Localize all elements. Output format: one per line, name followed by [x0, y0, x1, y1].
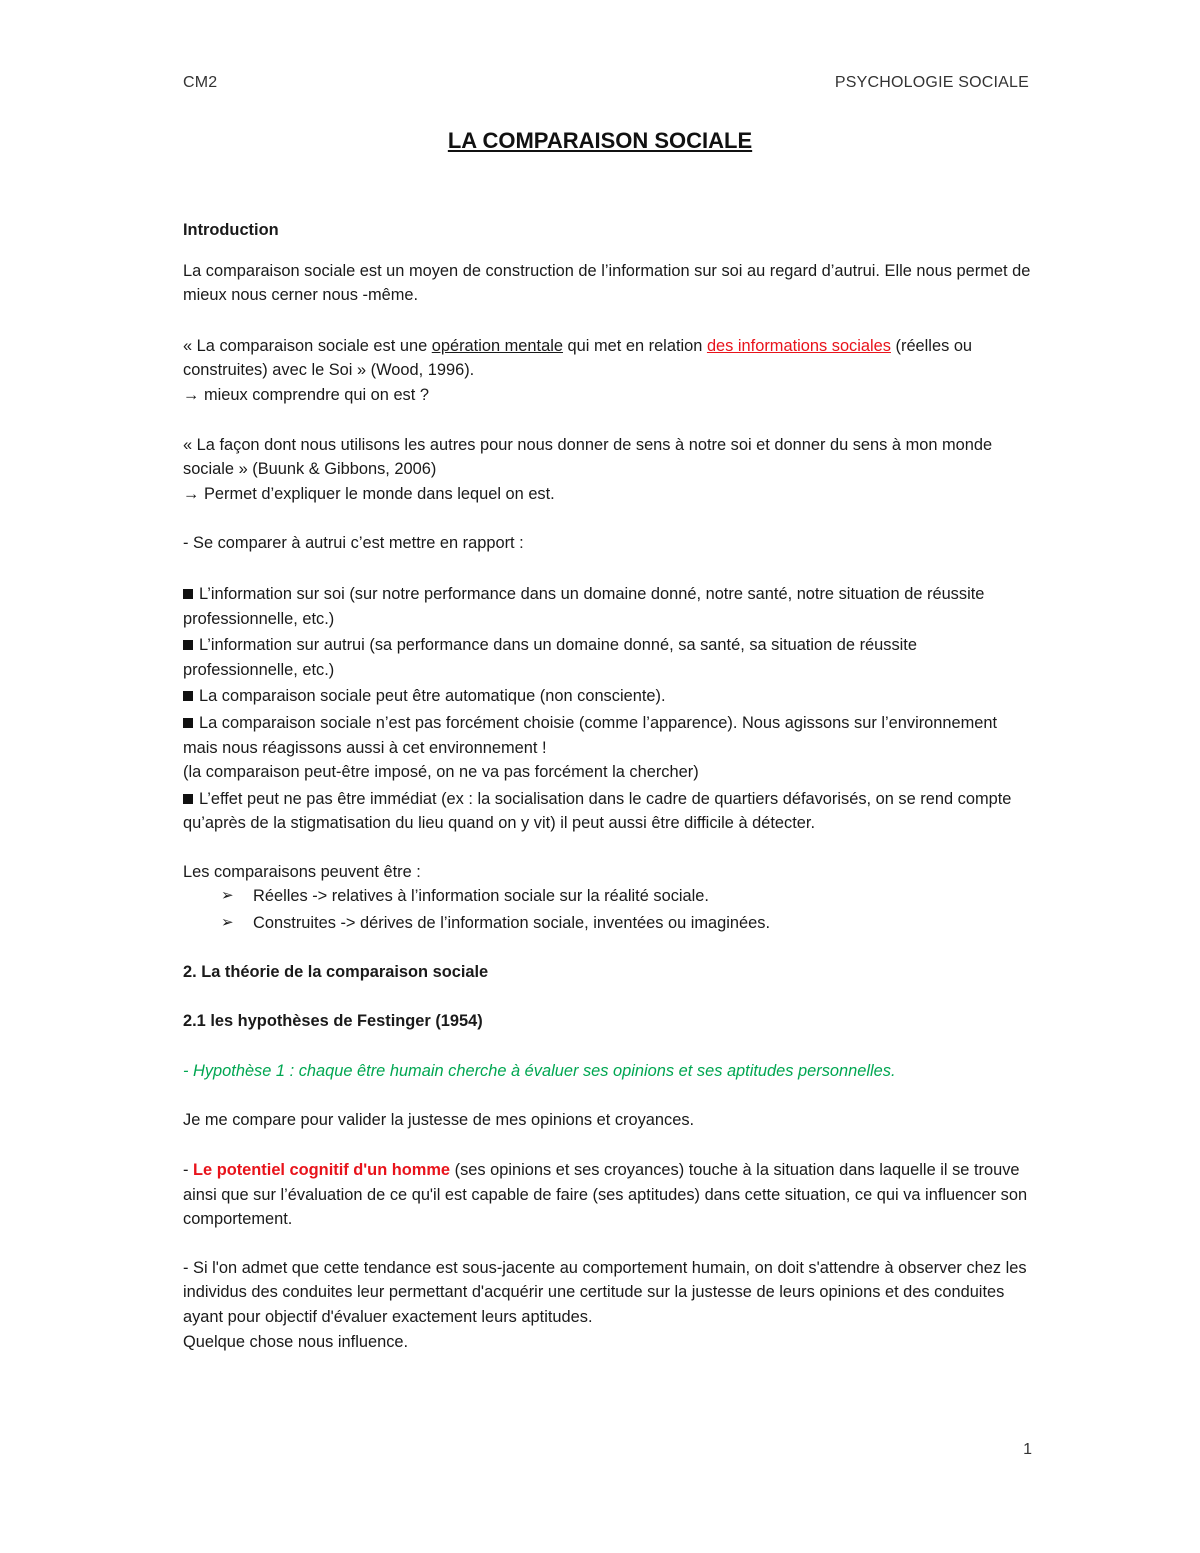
buunk-quote: « La façon dont nous utilisons les autres pour nous donner de sens à notre soi et donner du sens à mon monde sociale » (Buunk & Gibbons, 2006) [183, 435, 993, 479]
list-item: L’information sur autrui (sa performance dans un domaine donné, sa santé, sa situation de réussite professionnelle, etc.) [183, 636, 917, 679]
list-item: La comparaison sociale n’est pas forcément choisie (comme l’apparence). Nous agissons sur l’environnement mais nous réagissons aussi à cet environnement ! [183, 713, 998, 757]
list-item: L’effet peut ne pas être immédiat (ex : la socialisation dans le cadre de quartiers défavorisés, on se rend compte qu’après de la stigmatisation du lieu quand on y vit) il peut aussi être difficile à détecter. [183, 789, 1012, 833]
influence-note: Quelque chose nous influence. [183, 1332, 409, 1351]
square-bullet-icon [183, 718, 193, 728]
list-item: ➢ Réelles -> relatives à l’information sociale sur la réalité sociale. [183, 884, 1033, 909]
subsection-heading: 2.1 les hypothèses de Festinger (1954) [183, 1012, 483, 1031]
arrow-note-1: → mieux comprendre qui on est ? [183, 385, 429, 404]
list-item: La comparaison sociale peut être automatique (non consciente). [183, 684, 1033, 709]
header-course-code: CM2 [183, 74, 218, 91]
list-item: ➢ Construites -> dérives de l’information sociale, inventées ou imaginées. [183, 911, 1033, 936]
arrow-note-2: → Permet d’expliquer le monde dans lequel on est. [183, 484, 555, 503]
wood-quote: « La comparaison sociale est une opération mentale qui met en relation des informations sociales (réelles ou construites) avec le Soi » (Wood, 1996). [183, 336, 973, 380]
cognitive-potential-term: Le potentiel cognitif d'un homme [193, 1161, 451, 1180]
types-intro: Les comparaisons peuvent être : [183, 862, 421, 881]
cognitive-potential-paragraph: - Le potentiel cognitif d'un homme (ses opinions et ses croyances) touche à la situation dans laquelle il se trouve ainsi que sur l’évaluation de ce qu'il est capable de faire (ses aptitudes) dans cette situation, ce qui va influencer son comportement. [183, 1161, 1028, 1229]
square-bullet-icon [183, 691, 193, 701]
list-item-note: (la comparaison peut-être imposé, on ne va pas forcément la chercher) [183, 763, 699, 782]
tendency-paragraph: - Si l'on admet que cette tendance est sous-jacente au comportement humain, on doit s'attendre à observer chez les individus des conduites leur permettant d'acquérir une certitude sur la justesse de leurs opinions et des conduites ayant pour objectif d'évaluer exactement leurs aptitudes. [183, 1258, 1027, 1326]
compare-intro: - Se comparer à autrui c’est mettre en rapport : [183, 534, 524, 553]
list-item: L’information sur soi (sur notre performance dans un domaine donné, notre santé, notre situation de réussite professionnelle, etc.) [183, 584, 985, 628]
arrow-bullet-icon: ➢ [221, 887, 234, 905]
header-subject: PSYCHOLOGIE SOCIALE [834, 74, 1029, 91]
mental-operation-term: opération mentale [431, 336, 563, 355]
section-heading: 2. La théorie de la comparaison sociale [183, 962, 489, 981]
validation-paragraph: Je me compare pour valider la justesse de mes opinions et croyances. [183, 1111, 695, 1130]
social-information-term: des informations sociales [706, 336, 891, 355]
arrow-bullet-icon: ➢ [221, 914, 234, 932]
square-bullet-icon [183, 794, 193, 804]
intro-heading: Introduction [183, 221, 279, 239]
document-body [183, 218, 1033, 1354]
page-number: 1 [1023, 1441, 1032, 1458]
page-title: LA COMPARAISON SOCIALE [447, 128, 753, 153]
square-bullet-icon [183, 640, 193, 650]
hypothesis-1: - Hypothèse 1 : chaque être humain cherche à évaluer ses opinions et ses aptitudes personnelles. [183, 1061, 896, 1080]
intro-paragraph: La comparaison sociale est un moyen de construction de l’information sur soi au regard d’autrui. Elle nous permet de mieux nous cerner nous -même. [183, 261, 1031, 305]
square-bullet-icon [183, 589, 193, 599]
